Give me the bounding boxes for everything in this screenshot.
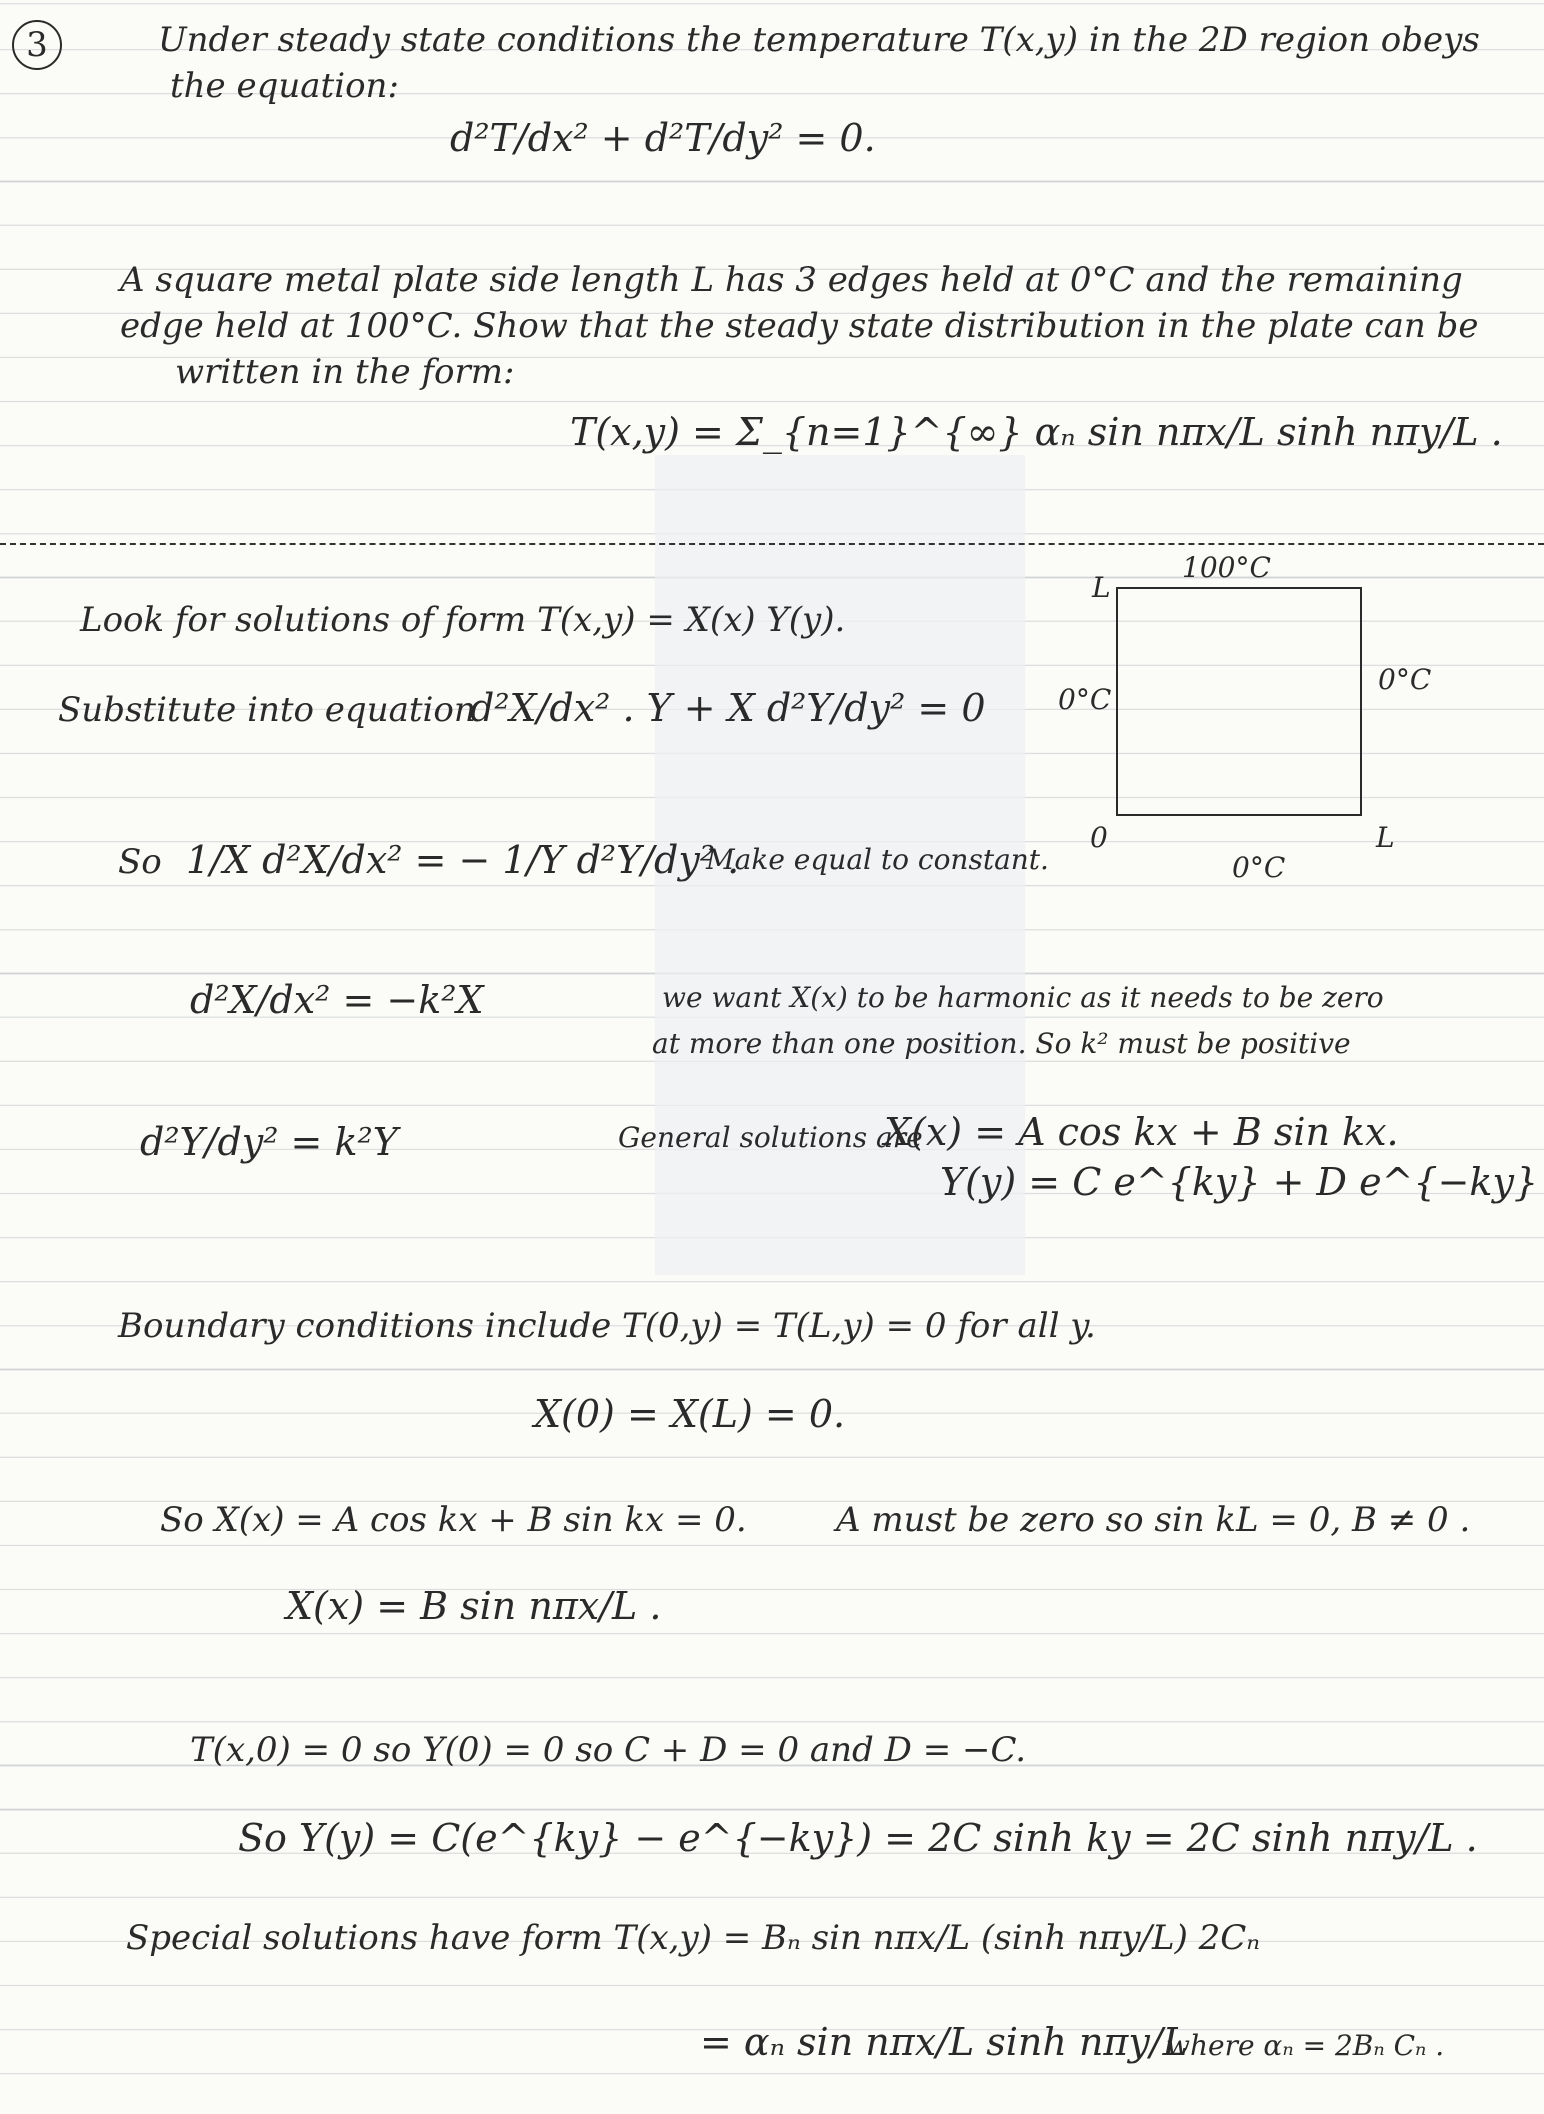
- harmonic-note-2: at more than one position. So k² must be positive: [652, 1027, 1351, 1060]
- substitute-equation: d²X/dx² . Y + X d²Y/dy² = 0: [470, 686, 986, 730]
- make-constant-note: Make equal to constant.: [706, 843, 1049, 876]
- plate-line-3: written in the form:: [175, 352, 515, 392]
- general-solutions-label: General solutions are: [618, 1121, 923, 1154]
- a-zero-note: A must be zero so sin kL = 0, B ≠ 0 .: [836, 1500, 1471, 1540]
- target-form-equation: T(x,y) = Σ_{n=1}^{∞} αₙ sin nπx/L sinh nπy/L .: [570, 410, 1503, 454]
- plate-top-label: 100°C: [1182, 551, 1271, 584]
- harmonic-note-1: we want X(x) to be harmonic as it needs to be zero: [662, 981, 1384, 1014]
- plate-right-label: 0°C: [1378, 663, 1432, 696]
- special-solutions-line: Special solutions have form T(x,y) = Bₙ sin nπx/L (sinh nπy/L) 2Cₙ: [126, 1918, 1261, 1958]
- plate-corner-top-left: L: [1092, 571, 1111, 604]
- so-x-equation: So X(x) = A cos kx + B sin kx = 0.: [160, 1500, 747, 1540]
- so-label: So: [118, 842, 162, 882]
- plate-corner-bottom-left: 0: [1090, 821, 1108, 854]
- separator-dashed-line: [0, 543, 1544, 545]
- t-x0-condition: T(x,0) = 0 so Y(0) = 0 so C + D = 0 and D = −C.: [190, 1730, 1027, 1770]
- separated-equation: 1/X d²X/dx² = − 1/Y d²Y/dy² .: [186, 838, 740, 882]
- plate-line-1: A square metal plate side length L has 3 edges held at 0°C and the remaining: [120, 260, 1463, 300]
- solution-look-for: Look for solutions of form T(x,y) = X(x) Y(y).: [80, 600, 846, 640]
- x-result-equation: X(x) = B sin nπx/L .: [286, 1584, 662, 1628]
- boundary-conditions-2: X(0) = X(L) = 0.: [534, 1392, 846, 1436]
- plate-corner-bottom-right: L: [1376, 821, 1395, 854]
- square-plate-diagram: [1116, 587, 1362, 816]
- alpha-definition: where αₙ = 2Bₙ Cₙ .: [1166, 2029, 1445, 2062]
- substitute-label: Substitute into equation: [58, 690, 476, 730]
- ode-y-equation: d²Y/dy² = k²Y: [140, 1120, 398, 1164]
- general-y-solution: Y(y) = C e^{ky} + D e^{−ky}: [940, 1160, 1539, 1204]
- ode-x-equation: d²X/dx² = −k²X: [190, 978, 484, 1022]
- boundary-conditions-1: Boundary conditions include T(0,y) = T(L,y) = 0 for all y.: [118, 1306, 1096, 1346]
- question-number: 3: [12, 20, 62, 70]
- laplace-equation: d²T/dx² + d²T/dy² = 0.: [450, 116, 876, 160]
- problem-line-1: Under steady state conditions the temperature T(x,y) in the 2D region obeys: [158, 20, 1480, 60]
- y-result-equation: So Y(y) = C(e^{ky} − e^{−ky}) = 2C sinh ky = 2C sinh nπy/L .: [238, 1816, 1478, 1860]
- plate-line-2: edge held at 100°C. Show that the steady state distribution in the plate can be: [120, 306, 1479, 346]
- plate-left-label: 0°C: [1058, 683, 1112, 716]
- problem-line-2: the equation:: [170, 66, 399, 106]
- general-x-solution: X(x) = A cos kx + B sin kx.: [884, 1110, 1399, 1154]
- plate-bottom-label: 0°C: [1232, 851, 1286, 884]
- final-form-equation: = αₙ sin nπx/L sinh nπy/L: [700, 2020, 1188, 2064]
